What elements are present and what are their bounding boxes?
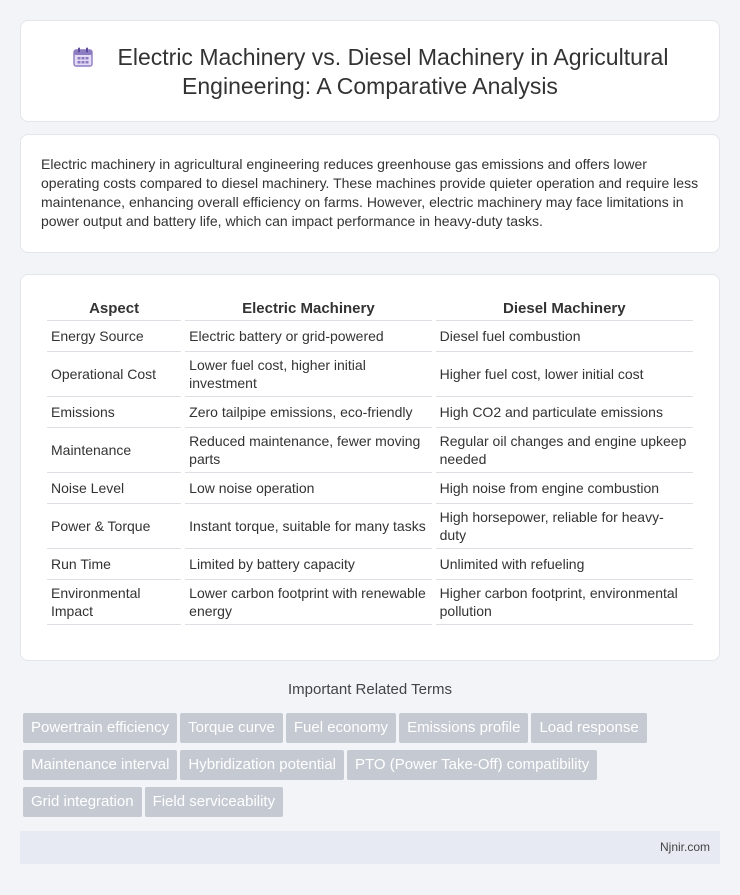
table-cell: Energy Source: [47, 321, 181, 352]
calendar-icon: [72, 46, 94, 68]
table-cell: Run Time: [47, 549, 181, 580]
title-card: [20, 20, 720, 122]
table-cell: Power & Torque: [47, 504, 181, 549]
table-row: [47, 504, 693, 549]
table-card: [20, 274, 720, 661]
term-tag[interactable]: Load response: [531, 713, 646, 743]
footer: [20, 831, 720, 864]
table-cell: Operational Cost: [47, 352, 181, 397]
term-tag[interactable]: Torque curve: [180, 713, 283, 743]
term-tag[interactable]: Field serviceability: [145, 787, 284, 817]
table-cell: Lower carbon footprint with renewable energy: [185, 580, 431, 625]
table-cell: High noise from engine combustion: [436, 473, 693, 504]
title-line-2: Engineering: A Comparative Analysis: [182, 73, 558, 99]
table-header-row: [47, 295, 693, 321]
header-electric: Electric Machinery: [185, 295, 431, 321]
term-tag[interactable]: PTO (Power Take-Off) compatibility: [347, 750, 597, 780]
table-cell: Higher fuel cost, lower initial cost: [436, 352, 693, 397]
table-row: [47, 549, 693, 580]
comparison-table: [43, 295, 697, 625]
table-cell: Lower fuel cost, higher initial investment: [185, 352, 431, 397]
term-tag[interactable]: Hybridization potential: [180, 750, 344, 780]
intro-card: [20, 134, 720, 253]
table-cell: High horsepower, reliable for heavy-duty: [436, 504, 693, 549]
table-cell: Zero tailpipe emissions, eco-friendly: [185, 397, 431, 428]
table-row: [47, 580, 693, 625]
term-tag[interactable]: Powertrain efficiency: [23, 713, 177, 743]
terms-heading: Important Related Terms: [288, 681, 452, 698]
table-cell: Reduced maintenance, fewer moving parts: [185, 428, 431, 473]
table-cell: Emissions: [47, 397, 181, 428]
table-cell: Regular oil changes and engine upkeep needed: [436, 428, 693, 473]
term-tag[interactable]: Maintenance interval: [23, 750, 177, 780]
table-row: [47, 397, 693, 428]
footer-site[interactable]: Njnir.com: [659, 840, 710, 854]
table-cell: Diesel fuel combustion: [436, 321, 693, 352]
table-cell: High CO2 and particulate emissions: [436, 397, 693, 428]
header-aspect: Aspect: [47, 295, 181, 321]
table-cell: Low noise operation: [185, 473, 431, 504]
related-terms: [23, 713, 713, 824]
table-row: [47, 352, 693, 397]
term-tag[interactable]: Emissions profile: [399, 713, 528, 743]
table-cell: Higher carbon footprint, environmental pollution: [436, 580, 693, 625]
table-cell: Electric battery or grid-powered: [185, 321, 431, 352]
title-line-1: Electric Machinery vs. Diesel Machinery in Agricultural: [117, 44, 669, 70]
table-cell: Limited by battery capacity: [185, 549, 431, 580]
title-wrap: [21, 43, 719, 101]
intro-text: Electric machinery in agricultural engineering reduces greenhouse gas emissions and offers lower operating costs compared to diesel machinery. These machines provide quieter operation and require less maintenance, enhancing overall efficiency on farms. However, electric machinery may face limitations in power output and battery life, which can impact performance in heavy-duty tasks.: [41, 156, 699, 229]
term-tag[interactable]: Grid integration: [23, 787, 142, 817]
table-cell: Unlimited with refueling: [436, 549, 693, 580]
term-tag[interactable]: Fuel economy: [286, 713, 396, 743]
table-row: [47, 428, 693, 473]
table-cell: Maintenance: [47, 428, 181, 473]
table-row: [47, 473, 693, 504]
table-row: [47, 321, 693, 352]
table-cell: Environmental Impact: [47, 580, 181, 625]
table-cell: Instant torque, suitable for many tasks: [185, 504, 431, 549]
page-title: [21, 43, 719, 101]
header-diesel: Diesel Machinery: [436, 295, 693, 321]
table-cell: Noise Level: [47, 473, 181, 504]
